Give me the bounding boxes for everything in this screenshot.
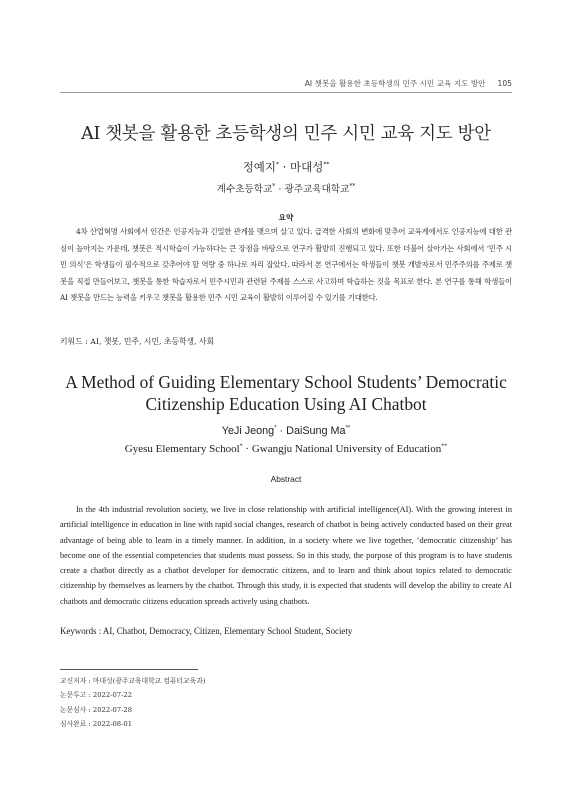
running-title: AI 챗봇을 활용한 초등학생의 민주 시민 교육 지도 방안 bbox=[304, 79, 486, 88]
english-affiliation-2: Gwangju National University of Education bbox=[251, 443, 442, 455]
author-1-mark: * bbox=[276, 161, 280, 169]
english-author-1-mark: * bbox=[274, 425, 277, 432]
footnote-label: 논문투고 bbox=[60, 691, 87, 700]
footnote-reviewed: 논문심사 : 2022-07-28 bbox=[60, 705, 133, 714]
english-author-1: YeJi Jeong bbox=[221, 425, 275, 437]
korean-affiliation-1: 계수초등학교 bbox=[216, 184, 273, 195]
header-rule bbox=[60, 92, 512, 93]
english-affiliation-2-mark: ** bbox=[441, 443, 448, 450]
footnote-rule bbox=[60, 669, 198, 670]
affiliation-2-mark: ** bbox=[349, 182, 356, 190]
english-abstract: In the 4th industrial revolution society, we live in close relationship with artificial intelligence(AI). With the growing interest in artificial intelligence in education in line with rapid social changes, research of chatbot is being actively conducted based on their great advantage of being able to learn in a timely manner. In addition, in a society where we live together, ‘democratic citizenship’ has become one of the essential competencies that students must possess. So in this study, the purpose of this program is to have students create a chatbot directly as a chatbot developer for democratic citizens, and to learn and think about topics related to democratic citizenship by themselves as learners by the chatbot. Through this study, it is expected that students will develop the ability to create AI chatbots and democratic citizens education spreads actively using chatbots. bbox=[60, 505, 512, 606]
english-affiliation-1-mark: * bbox=[239, 443, 243, 450]
english-author-separator: · bbox=[276, 425, 287, 437]
english-affiliation-separator: · bbox=[242, 443, 252, 455]
footnote-corresponding-author: 교신저자 : 마대성(광주교육대학교 컴퓨터교육과) bbox=[60, 677, 206, 685]
footnote-value: 2022-08-01 bbox=[92, 719, 133, 728]
affiliation-1-mark: * bbox=[272, 182, 276, 190]
footnote-label: 논문심사 bbox=[60, 705, 87, 714]
footnote-label: 교신저자 bbox=[60, 677, 87, 685]
korean-affiliation-2: 광주교육대학교 bbox=[284, 184, 350, 195]
english-author-2: DaiSung Ma bbox=[286, 425, 346, 437]
korean-keywords-list: AI, 챗봇, 민주, 시민, 초등학생, 사회 bbox=[90, 337, 215, 346]
english-affiliations bbox=[0, 443, 572, 455]
english-keywords-label: Keywords bbox=[60, 626, 97, 636]
korean-author-2: 마대성 bbox=[289, 160, 324, 174]
affiliation-separator: · bbox=[275, 184, 285, 195]
footnote-label: 심사완료 bbox=[60, 719, 87, 728]
page-number: 105 bbox=[497, 79, 512, 88]
english-author-2-mark: ** bbox=[345, 425, 351, 432]
author-2-mark: ** bbox=[323, 161, 330, 169]
english-keywords: Keywords : AI, Chatbot, Democracy, Citizen, Elementary School Student, Society bbox=[60, 626, 353, 636]
korean-keywords: 키워드 : AI, 챗봇, 민주, 시민, 초등학생, 사회 bbox=[60, 337, 215, 346]
footnote-accepted: 심사완료 : 2022-08-01 bbox=[60, 719, 133, 728]
korean-title: AI 챗봇을 활용한 초등학생의 민주 시민 교육 지도 방안 bbox=[81, 124, 491, 144]
english-title: A Method of Guiding Elementary School Students’ Democratic Citizenship Education Using AI Chatbot bbox=[65, 372, 507, 414]
author-separator: · bbox=[279, 160, 290, 174]
footnote-submitted: 논문투고 : 2022-07-22 bbox=[60, 691, 133, 700]
english-affiliation-1: Gyesu Elementary School bbox=[124, 443, 240, 455]
english-authors bbox=[0, 425, 572, 437]
english-keywords-list: AI, Chatbot, Democracy, Citizen, Elementary School Student, Society bbox=[102, 626, 353, 636]
korean-author-1: 정예지 bbox=[242, 160, 277, 174]
footnote-value: 2022-07-28 bbox=[92, 705, 133, 714]
korean-abstract-heading: 요약 bbox=[278, 213, 294, 222]
running-header bbox=[60, 78, 512, 89]
footnote-value: 2022-07-22 bbox=[92, 691, 133, 700]
footnote-value: 마대성(광주교육대학교 컴퓨터교육과) bbox=[92, 677, 206, 685]
korean-authors bbox=[0, 159, 572, 175]
korean-abstract: 4차 산업혁명 사회에서 인간은 인공지능과 긴밀한 관계를 맺으며 살고 있다. 급격한 사회의 변화에 맞추어 교육계에서도 인공지능에 대한 관심이 높아지는 가운데, 챗봇은 적시학습이 가능하다는 큰 장점을 바탕으로 연구가 활발히 진행되고 있다. 또한 더불어 살아가는 사회에서 ‘민주 시민 의식’은 학생들이 필수적으로 갖추어야 할 역량 중 하나로 자리 잡았다. 따라서 본 연구에서는 학생들이 챗봇 개발자로서 민주주의를 주제로 챗봇을 직접 만들어보고, 챗봇을 통한 학습자로서 민주시민과 관련된 주제를 스스로 사고하며 학습하는 것을 목표로 한다. 본 연구를 통해 학생들이 AI 챗봇을 만드는 능력을 키우고 챗봇을 활용한 민주 시민 교육이 활발히 이루어질 수 있기를 기대한다. bbox=[60, 227, 512, 303]
korean-keywords-label: 키워드 bbox=[60, 337, 83, 346]
korean-affiliations bbox=[0, 181, 572, 195]
english-abstract-heading: Abstract bbox=[270, 474, 302, 484]
footnotes bbox=[60, 674, 205, 731]
